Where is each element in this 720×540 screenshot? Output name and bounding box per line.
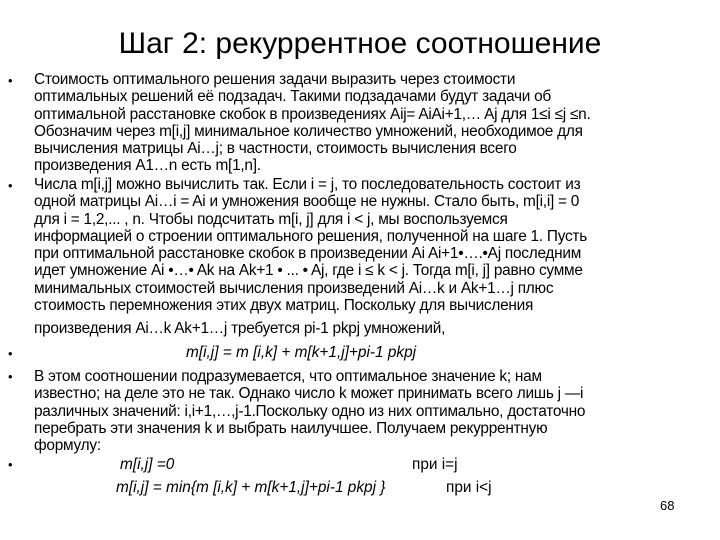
text-line: перебрать эти значения k и выбрать наилучшее. Получаем рекуррентную (34, 419, 548, 437)
recursive-case-condition: при i<j (446, 479, 492, 496)
paragraph-compute-m (34, 176, 710, 338)
text-line: информацией о строении оптимального решения, полученной на шаге 1. Пусть (34, 227, 588, 245)
text-line: известно; на деле это не так. Однако число k может принимать всего лишь j —i (34, 385, 584, 403)
base-case-condition: при i=j (412, 456, 458, 473)
bullet-4: • (8, 369, 13, 384)
text-line: Стоимость оптимального решения задачи выразить через стоимости (34, 71, 516, 88)
text-line: произведения Ai…k Ak+1…j требуется pi-1 pkpj умножений, (34, 320, 446, 338)
paragraph-recurrence-note (34, 368, 710, 454)
bullet-1: • (8, 73, 13, 88)
text-line: для i = 1,2,... , n. Чтобы подсчитать m[i, j] для i < j, мы воспользуемся (34, 210, 508, 228)
text-line: вычисления матрицы Ai…j; в частности, стоимость вычисления всего (34, 140, 517, 158)
text-line: минимальных стоимостей вычисления произведений Ai…k и Ak+1…j плюс (34, 279, 554, 297)
text-line: произведения A1…n есть m[1,n]. (34, 157, 261, 175)
text-line: оптимальной расстановке скобок в произведениях Aij= AiAi+1,… Aj для 1≤i ≤j ≤n. (34, 105, 591, 123)
bullet-2: • (8, 178, 13, 193)
base-case-formula: m[i,j] =0 (120, 456, 175, 473)
text-line: различных значений: i,i+1,…,j-1.Поскольку одно из них оптимально, достаточно (34, 402, 586, 420)
text-line: формулу: (34, 437, 101, 455)
recursive-case-formula: m[i,j] = min{m [i,k] + m[k+1,j]+pi-1 pkpj } (116, 479, 386, 496)
text-line: оптимальных решений её подзадач. Такими подзадачами будут задачи об (34, 88, 551, 106)
text-line: Числа m[i,j] можно вычислить так. Если i = j, то последовательность состоит из (34, 176, 581, 193)
bullet-3: • (8, 346, 13, 361)
text-line: одной матрицы Ai…i = Ai и умножения вообще не нужны. Стало быть, m[i,i] = 0 (34, 193, 580, 211)
text-line: при оптимальной расстановке скобок в произведении Ai Ai+1•….•Aj последним (34, 245, 582, 263)
text-line: Обозначим через m[i,j] минимальное количество умножений, необходимое для (34, 122, 583, 140)
bullet-5: • (8, 457, 13, 472)
text-line: идет умножение Ai •…• Ak на Ak+1 • ... • Aj, где i ≤ k < j. Тогда m[i, j] равно сумме (34, 262, 583, 280)
page-number: 68 (660, 498, 675, 513)
recurrence-formula: m[i,j] = m [i,k] + m[k+1,j]+pi-1 pkpj (186, 344, 417, 361)
paragraph-optimal-cost (34, 71, 710, 175)
text-line: стоимость перемножения этих двух матриц. Поскольку для вычисления (34, 297, 534, 315)
text-line: В этом соотношении подразумевается, что оптимальное значение k; нам (34, 368, 542, 385)
slide-title: Шаг 2: рекуррентное соотношение (118, 27, 602, 60)
